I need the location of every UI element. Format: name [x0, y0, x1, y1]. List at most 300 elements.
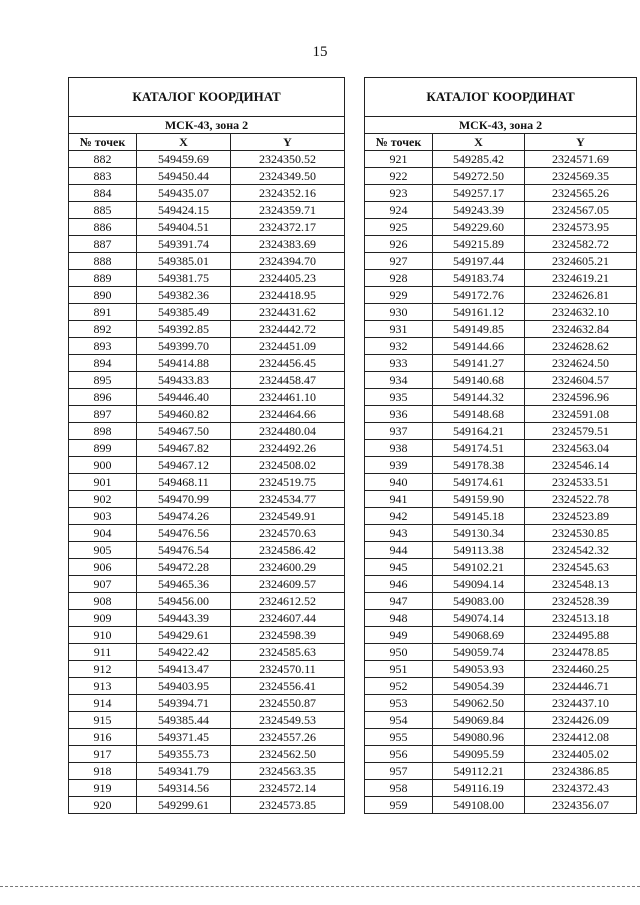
- catalog-title: КАТАЛОГ КООРДИНАТ: [69, 78, 345, 117]
- x-coordinate-cell: 549392.85: [137, 321, 231, 338]
- point-number-cell: 957: [365, 763, 433, 780]
- table-row: [69, 491, 345, 508]
- y-coordinate-cell: 2324605.21: [525, 253, 637, 270]
- y-coordinate-cell: 2324612.52: [231, 593, 345, 610]
- table-row: [69, 253, 345, 270]
- y-coordinate-cell: 2324442.72: [231, 321, 345, 338]
- y-coordinate-cell: 2324458.47: [231, 372, 345, 389]
- catalog-title: КАТАЛОГ КООРДИНАТ: [365, 78, 637, 117]
- y-coordinate-cell: 2324557.26: [231, 729, 345, 746]
- table-row: [365, 746, 637, 763]
- table-row: [365, 559, 637, 576]
- y-coordinate-cell: 2324600.29: [231, 559, 345, 576]
- catalog-zone: МСК-43, зона 2: [69, 117, 345, 134]
- point-number-cell: 883: [69, 168, 137, 185]
- point-number-cell: 952: [365, 678, 433, 695]
- x-coordinate-cell: 549116.19: [433, 780, 525, 797]
- point-number-cell: 944: [365, 542, 433, 559]
- y-coordinate-cell: 2324546.14: [525, 457, 637, 474]
- table-row: [365, 440, 637, 457]
- point-number-cell: 908: [69, 593, 137, 610]
- table-row: [365, 202, 637, 219]
- x-coordinate-cell: 549083.00: [433, 593, 525, 610]
- table-row: [365, 491, 637, 508]
- table-row: [69, 457, 345, 474]
- point-number-cell: 905: [69, 542, 137, 559]
- column-header-y: Y: [525, 134, 637, 151]
- x-coordinate-cell: 549095.59: [433, 746, 525, 763]
- x-coordinate-cell: 549429.61: [137, 627, 231, 644]
- x-coordinate-cell: 549435.07: [137, 185, 231, 202]
- y-coordinate-cell: 2324607.44: [231, 610, 345, 627]
- table-row: [69, 270, 345, 287]
- y-coordinate-cell: 2324570.11: [231, 661, 345, 678]
- point-number-cell: 945: [365, 559, 433, 576]
- x-coordinate-cell: 549468.11: [137, 474, 231, 491]
- x-coordinate-cell: 549385.49: [137, 304, 231, 321]
- point-number-cell: 898: [69, 423, 137, 440]
- y-coordinate-cell: 2324418.95: [231, 287, 345, 304]
- y-coordinate-cell: 2324567.05: [525, 202, 637, 219]
- x-coordinate-cell: 549476.56: [137, 525, 231, 542]
- x-coordinate-cell: 549371.45: [137, 729, 231, 746]
- point-number-cell: 924: [365, 202, 433, 219]
- x-coordinate-cell: 549285.42: [433, 151, 525, 168]
- y-coordinate-cell: 2324478.85: [525, 644, 637, 661]
- table-row: [69, 763, 345, 780]
- table-row: [69, 389, 345, 406]
- x-coordinate-cell: 549068.69: [433, 627, 525, 644]
- y-coordinate-cell: 2324359.71: [231, 202, 345, 219]
- table-row: [365, 253, 637, 270]
- table-row: [365, 780, 637, 797]
- point-number-cell: 922: [365, 168, 433, 185]
- y-coordinate-cell: 2324522.78: [525, 491, 637, 508]
- y-coordinate-cell: 2324545.63: [525, 559, 637, 576]
- table-row: [69, 593, 345, 610]
- table-row: [69, 678, 345, 695]
- x-coordinate-cell: 549476.54: [137, 542, 231, 559]
- point-number-cell: 937: [365, 423, 433, 440]
- x-coordinate-cell: 549467.12: [137, 457, 231, 474]
- point-number-cell: 928: [365, 270, 433, 287]
- point-number-cell: 936: [365, 406, 433, 423]
- x-coordinate-cell: 549054.39: [433, 678, 525, 695]
- y-coordinate-cell: 2324461.10: [231, 389, 345, 406]
- x-coordinate-cell: 549112.21: [433, 763, 525, 780]
- y-coordinate-cell: 2324596.96: [525, 389, 637, 406]
- point-number-cell: 906: [69, 559, 137, 576]
- x-coordinate-cell: 549243.39: [433, 202, 525, 219]
- point-number-cell: 899: [69, 440, 137, 457]
- point-number-cell: 918: [69, 763, 137, 780]
- table-row: [365, 695, 637, 712]
- x-coordinate-cell: 549450.44: [137, 168, 231, 185]
- x-coordinate-cell: 549460.82: [137, 406, 231, 423]
- point-number-cell: 915: [69, 712, 137, 729]
- point-number-cell: 940: [365, 474, 433, 491]
- y-coordinate-cell: 2324508.02: [231, 457, 345, 474]
- table-row: [69, 542, 345, 559]
- point-number-cell: 942: [365, 508, 433, 525]
- table-row: [365, 678, 637, 695]
- point-number-cell: 889: [69, 270, 137, 287]
- y-coordinate-cell: 2324572.14: [231, 780, 345, 797]
- table-row: [69, 474, 345, 491]
- y-coordinate-cell: 2324619.21: [525, 270, 637, 287]
- x-coordinate-cell: 549069.84: [433, 712, 525, 729]
- x-coordinate-cell: 549433.83: [137, 372, 231, 389]
- x-coordinate-cell: 549465.36: [137, 576, 231, 593]
- table-row: [365, 304, 637, 321]
- table-row: [365, 270, 637, 287]
- page-number: 15: [312, 44, 328, 60]
- point-number-cell: 946: [365, 576, 433, 593]
- table-row: [69, 338, 345, 355]
- y-coordinate-cell: 2324480.04: [231, 423, 345, 440]
- y-coordinate-cell: 2324492.26: [231, 440, 345, 457]
- point-number-cell: 933: [365, 355, 433, 372]
- table-row: [69, 729, 345, 746]
- table-row: [365, 474, 637, 491]
- x-coordinate-cell: 549094.14: [433, 576, 525, 593]
- y-coordinate-cell: 2324464.66: [231, 406, 345, 423]
- table-row: [365, 423, 637, 440]
- y-coordinate-cell: 2324609.57: [231, 576, 345, 593]
- x-coordinate-cell: 549102.21: [433, 559, 525, 576]
- x-coordinate-cell: 549144.66: [433, 338, 525, 355]
- table-row: [365, 372, 637, 389]
- point-number-cell: 901: [69, 474, 137, 491]
- x-coordinate-cell: 549422.42: [137, 644, 231, 661]
- table-row: [365, 321, 637, 338]
- point-number-cell: 900: [69, 457, 137, 474]
- point-number-cell: 926: [365, 236, 433, 253]
- table-row: [69, 610, 345, 627]
- table-row: [69, 780, 345, 797]
- x-coordinate-cell: 549355.73: [137, 746, 231, 763]
- point-number-cell: 954: [365, 712, 433, 729]
- x-coordinate-cell: 549183.74: [433, 270, 525, 287]
- point-number-cell: 903: [69, 508, 137, 525]
- x-coordinate-cell: 549272.50: [433, 168, 525, 185]
- point-number-cell: 949: [365, 627, 433, 644]
- table-row: [69, 559, 345, 576]
- table-row: [365, 389, 637, 406]
- table-row: [69, 695, 345, 712]
- table-row: [365, 236, 637, 253]
- table-row: [69, 746, 345, 763]
- x-coordinate-cell: 549108.00: [433, 797, 525, 814]
- x-coordinate-cell: 549474.26: [137, 508, 231, 525]
- x-coordinate-cell: 549413.47: [137, 661, 231, 678]
- table-row: [365, 644, 637, 661]
- x-coordinate-cell: 549472.28: [137, 559, 231, 576]
- table-row: [69, 627, 345, 644]
- point-number-cell: 919: [69, 780, 137, 797]
- point-number-cell: 934: [365, 372, 433, 389]
- y-coordinate-cell: 2324632.84: [525, 321, 637, 338]
- table-row: [365, 593, 637, 610]
- y-coordinate-cell: 2324571.69: [525, 151, 637, 168]
- y-coordinate-cell: 2324386.85: [525, 763, 637, 780]
- point-number-cell: 935: [365, 389, 433, 406]
- x-coordinate-cell: 549446.40: [137, 389, 231, 406]
- table-row: [365, 406, 637, 423]
- point-number-cell: 925: [365, 219, 433, 236]
- coordinate-catalog-table-right: [364, 77, 637, 814]
- x-coordinate-cell: 549385.44: [137, 712, 231, 729]
- point-number-cell: 959: [365, 797, 433, 814]
- y-coordinate-cell: 2324495.88: [525, 627, 637, 644]
- table-row: [69, 236, 345, 253]
- point-number-cell: 932: [365, 338, 433, 355]
- x-coordinate-cell: 549404.51: [137, 219, 231, 236]
- table-row: [365, 457, 637, 474]
- point-number-cell: 897: [69, 406, 137, 423]
- table-row: [365, 712, 637, 729]
- y-coordinate-cell: 2324405.23: [231, 270, 345, 287]
- y-coordinate-cell: 2324550.87: [231, 695, 345, 712]
- table-row: [365, 610, 637, 627]
- y-coordinate-cell: 2324542.32: [525, 542, 637, 559]
- table-row: [365, 151, 637, 168]
- x-coordinate-cell: 549164.21: [433, 423, 525, 440]
- x-coordinate-cell: 549130.34: [433, 525, 525, 542]
- point-number-cell: 886: [69, 219, 137, 236]
- y-coordinate-cell: 2324460.25: [525, 661, 637, 678]
- point-number-cell: 896: [69, 389, 137, 406]
- point-number-cell: 914: [69, 695, 137, 712]
- table-row: [365, 763, 637, 780]
- table-row: [69, 202, 345, 219]
- table-row: [69, 219, 345, 236]
- y-coordinate-cell: 2324604.57: [525, 372, 637, 389]
- point-number-cell: 941: [365, 491, 433, 508]
- y-coordinate-cell: 2324573.85: [231, 797, 345, 814]
- point-number-cell: 923: [365, 185, 433, 202]
- y-coordinate-cell: 2324549.91: [231, 508, 345, 525]
- table-row: [69, 661, 345, 678]
- x-coordinate-cell: 549172.76: [433, 287, 525, 304]
- table-row: [69, 508, 345, 525]
- table-row: [365, 287, 637, 304]
- y-coordinate-cell: 2324570.63: [231, 525, 345, 542]
- y-coordinate-cell: 2324534.77: [231, 491, 345, 508]
- x-coordinate-cell: 549215.89: [433, 236, 525, 253]
- x-coordinate-cell: 549314.56: [137, 780, 231, 797]
- point-number-cell: 930: [365, 304, 433, 321]
- x-coordinate-cell: 549145.18: [433, 508, 525, 525]
- table-row: [365, 508, 637, 525]
- x-coordinate-cell: 549080.96: [433, 729, 525, 746]
- y-coordinate-cell: 2324556.41: [231, 678, 345, 695]
- x-coordinate-cell: 549141.27: [433, 355, 525, 372]
- point-number-cell: 888: [69, 253, 137, 270]
- point-number-cell: 939: [365, 457, 433, 474]
- x-coordinate-cell: 549391.74: [137, 236, 231, 253]
- point-number-cell: 951: [365, 661, 433, 678]
- y-coordinate-cell: 2324569.35: [525, 168, 637, 185]
- table-row: [69, 168, 345, 185]
- x-coordinate-cell: 549470.99: [137, 491, 231, 508]
- table-row: [365, 219, 637, 236]
- y-coordinate-cell: 2324579.51: [525, 423, 637, 440]
- point-number-cell: 913: [69, 678, 137, 695]
- y-coordinate-cell: 2324586.42: [231, 542, 345, 559]
- point-number-cell: 948: [365, 610, 433, 627]
- y-coordinate-cell: 2324563.35: [231, 763, 345, 780]
- point-number-cell: 931: [365, 321, 433, 338]
- y-coordinate-cell: 2324350.52: [231, 151, 345, 168]
- x-coordinate-cell: 549414.88: [137, 355, 231, 372]
- point-number-cell: 904: [69, 525, 137, 542]
- x-coordinate-cell: 549467.50: [137, 423, 231, 440]
- point-number-cell: 921: [365, 151, 433, 168]
- point-number-cell: 912: [69, 661, 137, 678]
- column-header-x: X: [433, 134, 525, 151]
- x-coordinate-cell: 549059.74: [433, 644, 525, 661]
- y-coordinate-cell: 2324573.95: [525, 219, 637, 236]
- x-coordinate-cell: 549341.79: [137, 763, 231, 780]
- y-coordinate-cell: 2324383.69: [231, 236, 345, 253]
- coordinate-catalog-table-left: [68, 77, 345, 814]
- y-coordinate-cell: 2324548.13: [525, 576, 637, 593]
- y-coordinate-cell: 2324394.70: [231, 253, 345, 270]
- column-header-y: Y: [231, 134, 345, 151]
- y-coordinate-cell: 2324598.39: [231, 627, 345, 644]
- table-row: [69, 287, 345, 304]
- point-number-cell: 893: [69, 338, 137, 355]
- y-coordinate-cell: 2324451.09: [231, 338, 345, 355]
- point-number-cell: 917: [69, 746, 137, 763]
- table-row: [365, 355, 637, 372]
- x-coordinate-cell: 549149.85: [433, 321, 525, 338]
- y-coordinate-cell: 2324431.62: [231, 304, 345, 321]
- table-row: [365, 168, 637, 185]
- x-coordinate-cell: 549424.15: [137, 202, 231, 219]
- table-row: [365, 576, 637, 593]
- table-row: [365, 627, 637, 644]
- x-coordinate-cell: 549403.95: [137, 678, 231, 695]
- table-row: [69, 304, 345, 321]
- point-number-cell: 943: [365, 525, 433, 542]
- point-number-cell: 890: [69, 287, 137, 304]
- y-coordinate-cell: 2324356.07: [525, 797, 637, 814]
- table-row: [69, 525, 345, 542]
- x-coordinate-cell: 549467.82: [137, 440, 231, 457]
- table-row: [69, 355, 345, 372]
- x-coordinate-cell: 549382.36: [137, 287, 231, 304]
- point-number-cell: 929: [365, 287, 433, 304]
- x-coordinate-cell: 549178.38: [433, 457, 525, 474]
- x-coordinate-cell: 549381.75: [137, 270, 231, 287]
- table-row: [69, 372, 345, 389]
- x-coordinate-cell: 549299.61: [137, 797, 231, 814]
- y-coordinate-cell: 2324372.43: [525, 780, 637, 797]
- x-coordinate-cell: 549197.44: [433, 253, 525, 270]
- x-coordinate-cell: 549140.68: [433, 372, 525, 389]
- x-coordinate-cell: 549443.39: [137, 610, 231, 627]
- y-coordinate-cell: 2324549.53: [231, 712, 345, 729]
- y-coordinate-cell: 2324626.81: [525, 287, 637, 304]
- point-number-cell: 910: [69, 627, 137, 644]
- x-coordinate-cell: 549257.17: [433, 185, 525, 202]
- table-row: [365, 185, 637, 202]
- point-number-cell: 916: [69, 729, 137, 746]
- point-number-cell: 950: [365, 644, 433, 661]
- x-coordinate-cell: 549385.01: [137, 253, 231, 270]
- column-header-point-number: № точек: [69, 134, 137, 151]
- point-number-cell: 909: [69, 610, 137, 627]
- table-row: [365, 542, 637, 559]
- y-coordinate-cell: 2324530.85: [525, 525, 637, 542]
- y-coordinate-cell: 2324585.63: [231, 644, 345, 661]
- y-coordinate-cell: 2324565.26: [525, 185, 637, 202]
- y-coordinate-cell: 2324591.08: [525, 406, 637, 423]
- x-coordinate-cell: 549394.71: [137, 695, 231, 712]
- table-row: [69, 423, 345, 440]
- point-number-cell: 885: [69, 202, 137, 219]
- point-number-cell: 956: [365, 746, 433, 763]
- x-coordinate-cell: 549399.70: [137, 338, 231, 355]
- point-number-cell: 907: [69, 576, 137, 593]
- point-number-cell: 895: [69, 372, 137, 389]
- y-coordinate-cell: 2324624.50: [525, 355, 637, 372]
- y-coordinate-cell: 2324426.09: [525, 712, 637, 729]
- x-coordinate-cell: 549144.32: [433, 389, 525, 406]
- table-row: [365, 338, 637, 355]
- y-coordinate-cell: 2324456.45: [231, 355, 345, 372]
- table-row: [69, 797, 345, 814]
- x-coordinate-cell: 549062.50: [433, 695, 525, 712]
- y-coordinate-cell: 2324405.02: [525, 746, 637, 763]
- catalog-zone: МСК-43, зона 2: [365, 117, 637, 134]
- point-number-cell: 927: [365, 253, 433, 270]
- point-number-cell: 958: [365, 780, 433, 797]
- y-coordinate-cell: 2324563.04: [525, 440, 637, 457]
- x-coordinate-cell: 549161.12: [433, 304, 525, 321]
- y-coordinate-cell: 2324533.51: [525, 474, 637, 491]
- table-row: [69, 406, 345, 423]
- point-number-cell: 892: [69, 321, 137, 338]
- y-coordinate-cell: 2324632.10: [525, 304, 637, 321]
- point-number-cell: 887: [69, 236, 137, 253]
- point-number-cell: 894: [69, 355, 137, 372]
- x-coordinate-cell: 549174.51: [433, 440, 525, 457]
- table-row: [69, 712, 345, 729]
- y-coordinate-cell: 2324528.39: [525, 593, 637, 610]
- point-number-cell: 891: [69, 304, 137, 321]
- x-coordinate-cell: 549159.90: [433, 491, 525, 508]
- table-row: [69, 644, 345, 661]
- x-coordinate-cell: 549053.93: [433, 661, 525, 678]
- y-coordinate-cell: 2324412.08: [525, 729, 637, 746]
- point-number-cell: 902: [69, 491, 137, 508]
- y-coordinate-cell: 2324352.16: [231, 185, 345, 202]
- x-coordinate-cell: 549229.60: [433, 219, 525, 236]
- point-number-cell: 920: [69, 797, 137, 814]
- point-number-cell: 947: [365, 593, 433, 610]
- point-number-cell: 955: [365, 729, 433, 746]
- y-coordinate-cell: 2324628.62: [525, 338, 637, 355]
- y-coordinate-cell: 2324562.50: [231, 746, 345, 763]
- table-row: [365, 797, 637, 814]
- y-coordinate-cell: 2324446.71: [525, 678, 637, 695]
- table-row: [365, 661, 637, 678]
- point-number-cell: 884: [69, 185, 137, 202]
- table-body: [69, 151, 345, 814]
